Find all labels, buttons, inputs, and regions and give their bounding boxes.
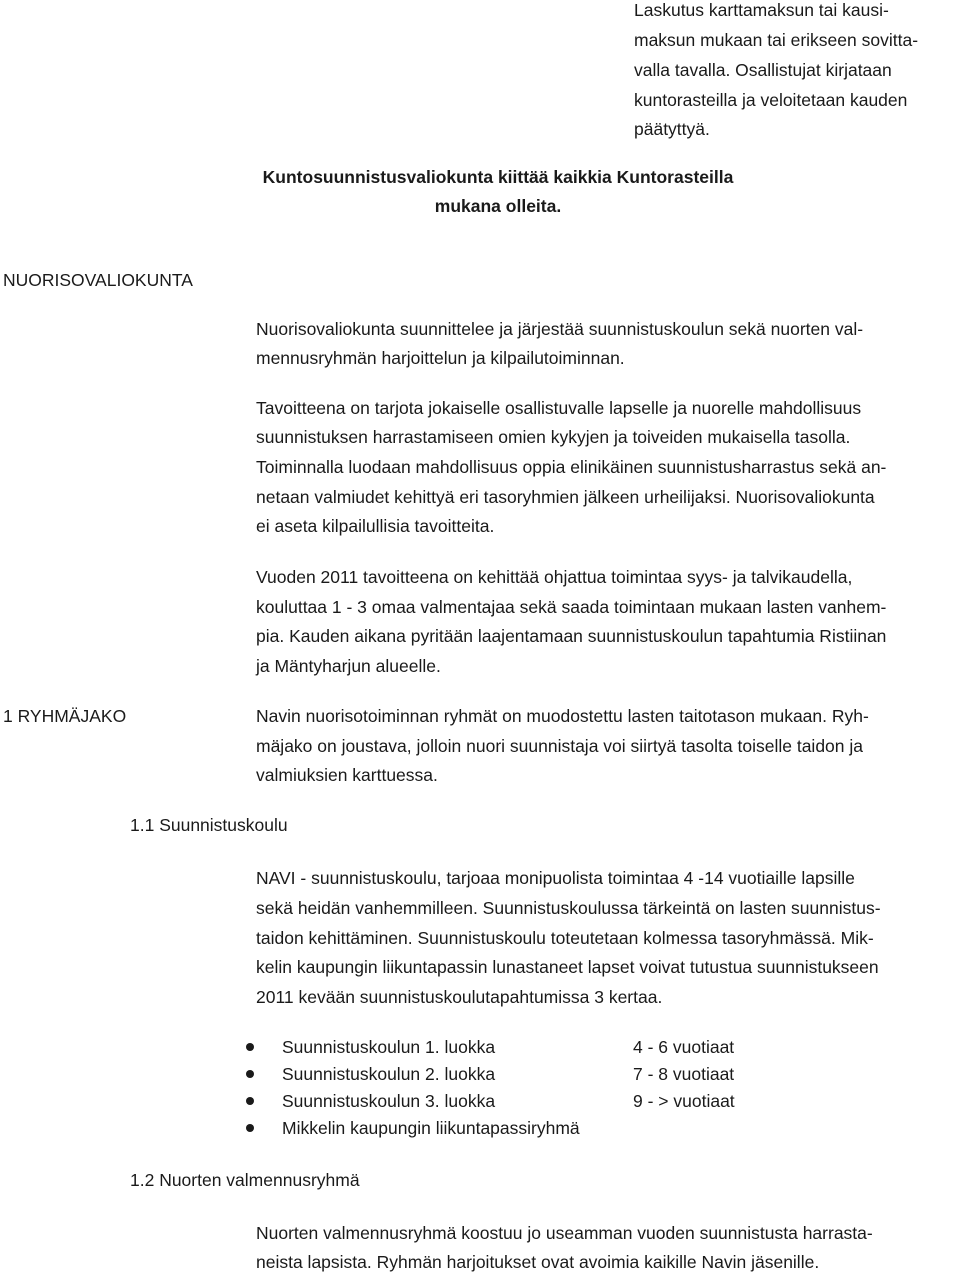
bullet-icon [246, 1070, 254, 1078]
grouping-para-line: Navin nuorisotoiminnan ryhmät on muodostettu lasten taitotason mukaan. Ryh- [256, 706, 869, 726]
school-para-line: sekä heidän vanhemmilleen. Suunnistuskoulussa tärkeintä on lasten suunnistus- [256, 898, 881, 918]
school-para-line: 2011 kevään suunnistuskoulutapahtumissa 3 kertaa. [256, 987, 663, 1007]
youth-para3-line: pia. Kauden aikana pyritään laajentamaan suunnistuskoulun tapahtumia Ristiinan [256, 626, 887, 646]
school-para-line: NAVI - suunnistuskoulu, tarjoaa monipuolista toimintaa 4 -14 vuotiaille lapsille [256, 868, 855, 888]
youth-para2-line: Toiminnalla luodaan mahdollisuus oppia elinikäinen suunnistusharrastus sekä an- [256, 457, 887, 477]
section-heading-youth: NUORISOVALIOKUNTA [3, 270, 193, 290]
billing-line: päätyttyä. [634, 119, 710, 139]
training-para-line: Nuorten valmennusryhmä koostuu jo useamman vuoden suunnistusta harrasta- [256, 1223, 873, 1243]
youth-para2-line: Tavoitteena on tarjota jokaiselle osallistuvalle lapselle ja nuorelle mahdollisuus [256, 398, 862, 418]
billing-line: Laskutus karttamaksun tai kausi- [634, 0, 889, 20]
class-age: 4 - 6 vuotiaat [633, 1037, 735, 1057]
billing-line: maksun mukaan tai erikseen sovitta- [634, 30, 919, 50]
bullet-icon [246, 1043, 254, 1051]
grouping-para-line: valmiuksien karttuessa. [256, 765, 438, 785]
youth-para2-line: ei aseta kilpailullisia tavoitteita. [256, 516, 495, 536]
class-name: Suunnistuskoulun 1. luokka [282, 1037, 496, 1057]
class-age: 7 - 8 vuotiaat [633, 1064, 735, 1084]
bullet-icon [246, 1097, 254, 1105]
thanks-line: mukana olleita. [434, 196, 562, 216]
class-age: 9 - > vuotiaat [633, 1091, 735, 1111]
billing-line: kuntorasteilla ja veloitetaan kauden [634, 90, 908, 110]
school-para-line: kelin kaupungin liikuntapassin lunastaneet lapset voivat tutustua suunnistukseen [256, 957, 879, 977]
billing-line: valla tavalla. Osallistujat kirjataan [634, 60, 892, 80]
class-name: Mikkelin kaupungin liikuntapassiryhmä [282, 1118, 580, 1138]
youth-para3-line: kouluttaa 1 - 3 omaa valmentajaa sekä saada toimintaan mukaan lasten vanhem- [256, 597, 887, 617]
school-para-line: taidon kehittäminen. Suunnistuskoulu toteutetaan kolmessa tasoryhmässä. Mik- [256, 928, 874, 948]
class-name: Suunnistuskoulun 3. luokka [282, 1091, 496, 1111]
section-heading-grouping: 1 RYHMÄJAKO [3, 706, 127, 726]
youth-para2-line: suunnistuksen harrastamiseen omien kykyjen ja toiveiden mukaisella tasolla. [256, 427, 851, 447]
youth-para1-line: Nuorisovaliokunta suunnittelee ja järjestää suunnistuskoulun sekä nuorten val- [256, 319, 864, 339]
grouping-para-line: mäjako on joustava, jolloin nuori suunnistaja voi siirtyä tasolta toiselle taidon ja [256, 736, 864, 756]
training-para-line: neista lapsista. Ryhmän harjoitukset ovat avoimia kaikille Navin jäsenille. [256, 1252, 820, 1272]
thanks-line: Kuntosuunnistusvaliokunta kiittää kaikkia Kuntorasteilla [262, 167, 734, 187]
class-name: Suunnistuskoulun 2. luokka [282, 1064, 496, 1084]
subsection-heading-school: 1.1 Suunnistuskoulu [130, 815, 288, 835]
youth-para3-line: Vuoden 2011 tavoitteena on kehittää ohjattua toimintaa syys- ja talvikaudella, [256, 567, 853, 587]
bullet-icon [246, 1124, 254, 1132]
subsection-heading-training: 1.2 Nuorten valmennusryhmä [130, 1170, 360, 1190]
youth-para1-line: mennusryhmän harjoittelun ja kilpailutoiminnan. [256, 348, 625, 368]
youth-para3-line: ja Mäntyharjun alueelle. [256, 656, 441, 676]
youth-para2-line: netaan valmiudet kehittyä eri tasoryhmien jälkeen urheilijaksi. Nuorisovaliokunta [256, 487, 875, 507]
